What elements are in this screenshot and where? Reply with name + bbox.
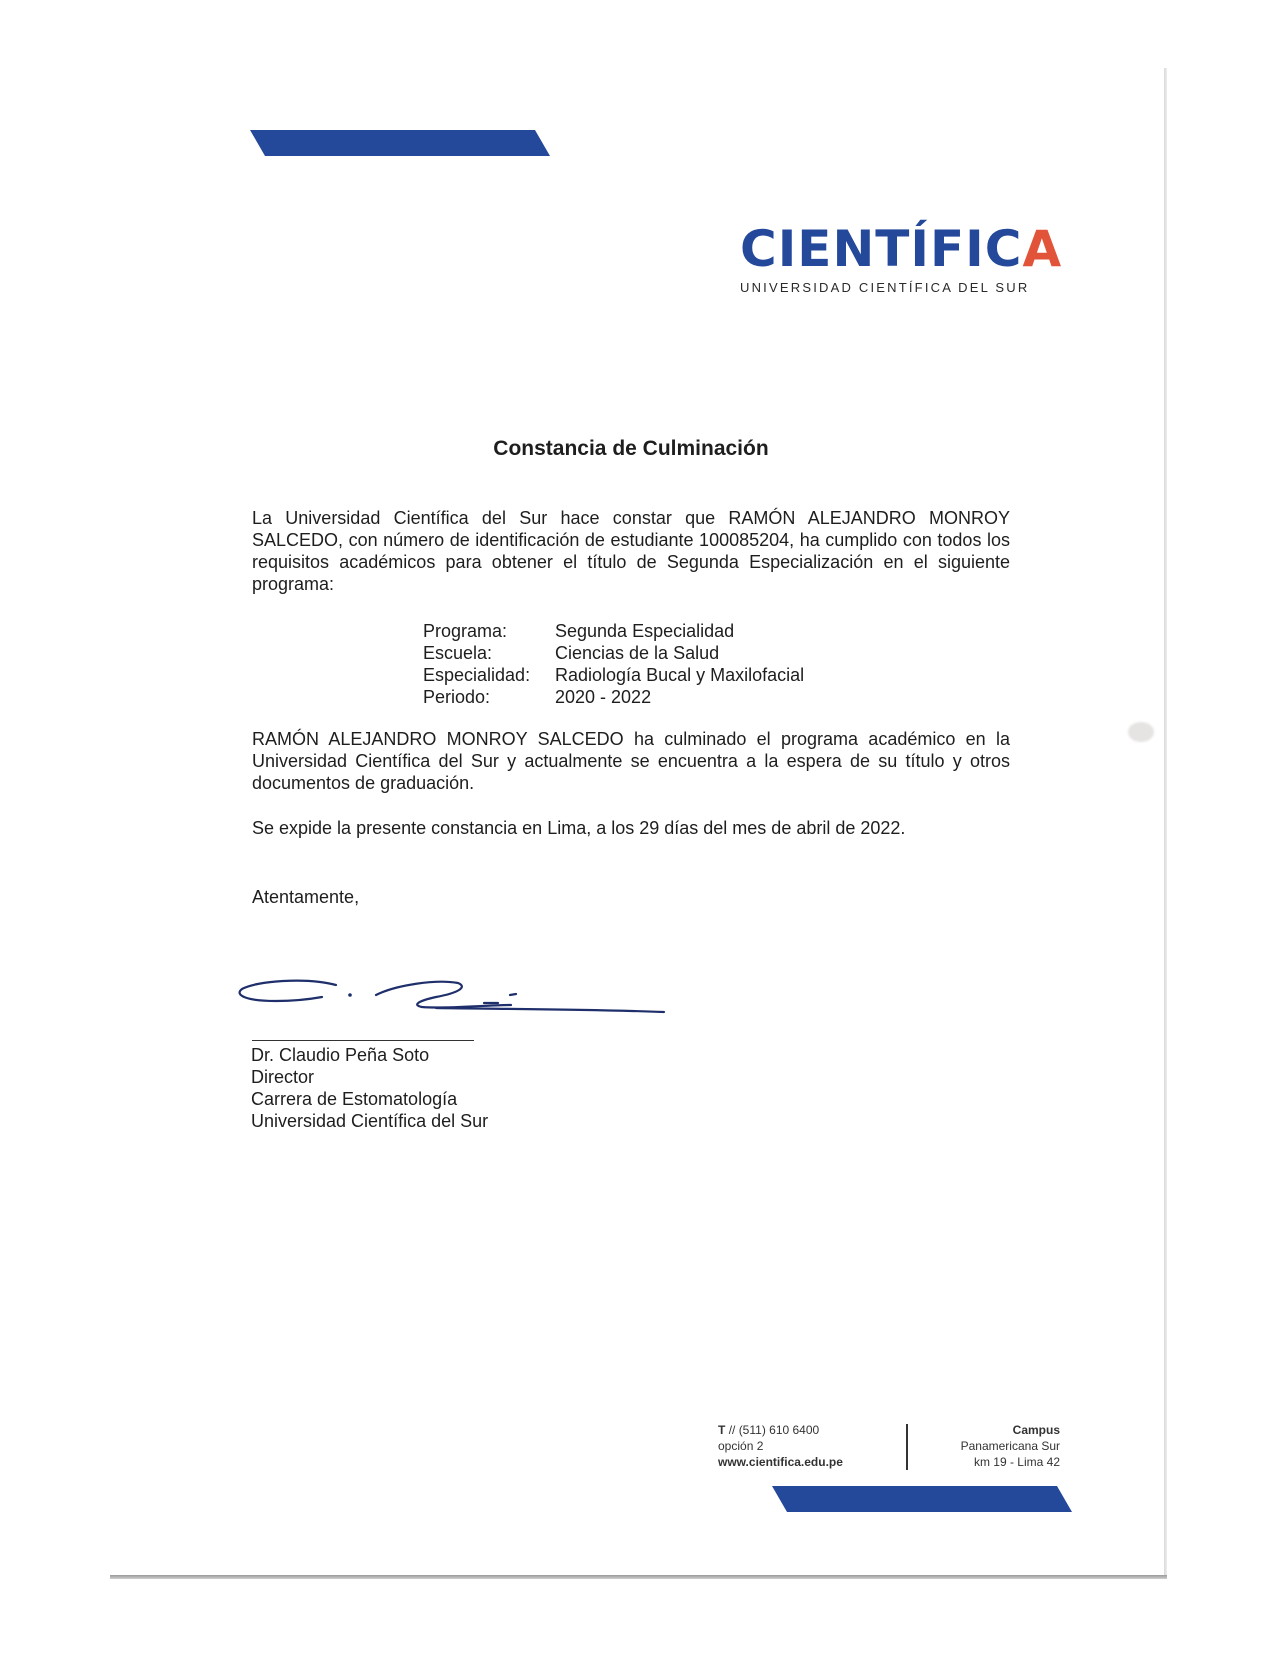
document-title: Constancia de Culminación [493,437,769,460]
program-details [423,620,804,708]
footer-website: www.cientifica.edu.pe [718,1455,843,1469]
university-logo [740,220,1063,295]
detail-value: Segunda Especialidad [555,621,735,641]
detail-label: Especialidad: [423,665,531,685]
detail-value: Radiología Bucal y Maxilofacial [555,665,805,685]
detail-label: Periodo: [423,687,491,707]
signer-role: Director [251,1067,315,1087]
intro-paragraph: La Universidad Científica del Sur hace constar que RAMÓN ALEJANDRO MONROY SALCEDO, con número de identificación de estudiante 100085204, ha cumplido con todos los requisitos académicos para obtener el título de Segunda Especialización en el siguiente programa: [252,508,1010,594]
paper-edge-bottom [110,1575,1167,1579]
signer-institution: Universidad Científica del Sur [251,1111,489,1131]
detail-row-escuela [423,642,804,664]
detail-row-programa [423,620,804,642]
footer-divider [906,1424,908,1470]
detail-value: Ciencias de la Salud [555,643,720,663]
logo-wordmark: CIENTÍFICA [740,220,1063,278]
issued-paragraph: Se expide la presente constancia en Lima, a los 29 días del mes de abril de 2022. [252,818,906,838]
paper-edge-right [1164,68,1167,1576]
footer-campus-line2: km 19 - Lima 42 [973,1455,1060,1469]
detail-row-periodo [423,686,804,708]
handwritten-signature [236,975,666,1025]
footer-option: opción 2 [718,1439,764,1453]
signer-department: Carrera de Estomatología [251,1089,458,1109]
paper-smudge [1128,722,1154,742]
completion-paragraph: RAMÓN ALEJANDRO MONROY SALCEDO ha culminado el programa académico en la Universidad Científica del Sur y actualmente se encuentra a la espera de su título y otros documentos de graduación. [252,729,1010,793]
signer-name: Dr. Claudio Peña Soto [251,1045,430,1065]
footer-decorative-bar [772,1486,1072,1512]
detail-label: Programa: [423,621,508,641]
signer-block [251,1044,488,1132]
closing-salutation: Atentamente, [252,887,360,907]
header-decorative-bar [250,130,550,156]
footer-contact [718,1422,843,1470]
detail-value: 2020 - 2022 [555,687,652,707]
footer-campus-line1: Panamericana Sur [960,1439,1060,1453]
detail-row-especialidad [423,664,804,686]
footer-phone: T // (511) 610 6400 [718,1423,820,1437]
logo-subtitle: UNIVERSIDAD CIENTÍFICA DEL SUR [740,280,1030,295]
footer-campus [930,1422,1060,1470]
detail-label: Escuela: [423,643,493,663]
footer-campus-label: Campus [1012,1423,1060,1437]
signature-line [252,1040,474,1041]
